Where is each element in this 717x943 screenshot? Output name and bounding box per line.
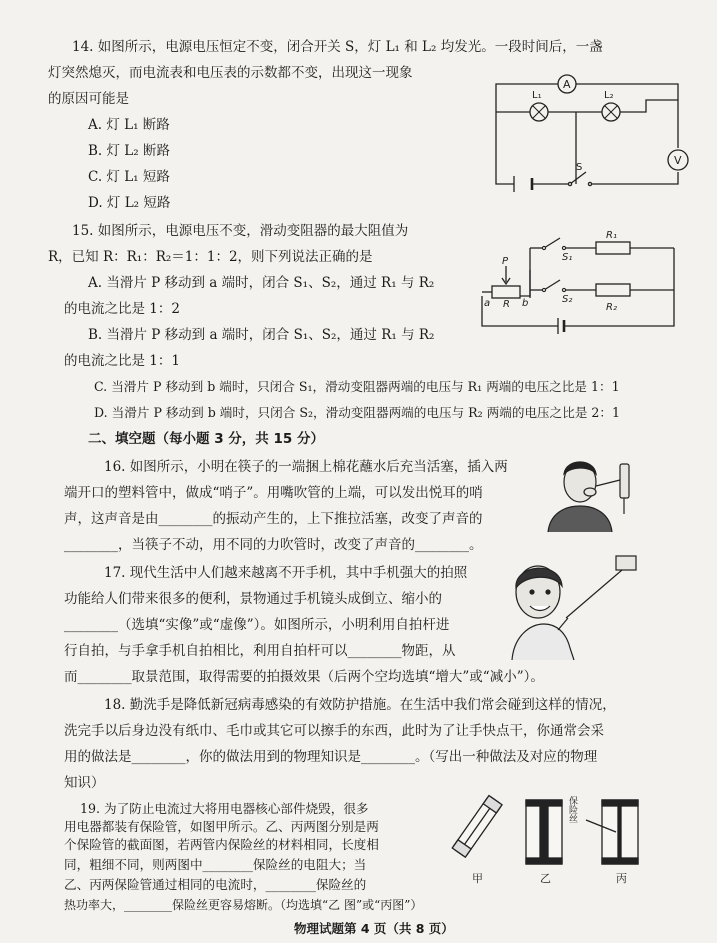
rheostat-label: R [503,299,510,310]
q17-line5: 而________取景范围，取得需要的拍摄效果（后两个空均选填“增大”或“减小”）。 [64,669,544,685]
q14-line2: 灯突然熄灭，而电流表和电压表的示数都不变，出现这一现象 [48,65,413,81]
q17-line2: 功能给人们带来很多的便利，景物通过手机镜头成倒立、缩小的 [64,591,442,607]
q15-option-a-2: 的电流之比是 1：2 [64,301,180,317]
fig-jia-label: 甲 [472,872,483,885]
q17-selfie-stick-illustration [504,552,644,662]
lamp2-label: L₂ [604,90,614,101]
q16-boy-whistle-illustration [540,448,640,534]
q18-line1: 18. 勤洗手是降低新冠病毒感染的有效防护措施。在生活中我们常会碰到这样的情况， [104,697,616,713]
q18-line3: 用的做法是________，你的做法用到的物理知识是________。（写出一种做法及对应的物理 [64,749,598,765]
rheostat-end-a-label: a [484,298,491,309]
q15-option-b-2: 的电流之比是 1：1 [64,353,180,369]
resistor-r2-label: R₂ [606,302,617,313]
q15-option-b-1: B. 当滑片 P 移动到 a 端时，闭合 S₁、S₂，通过 R₁ 与 R₂ [88,327,435,343]
fuse-wire-label: 保险丝 [567,796,577,823]
q14-line3: 的原因可能是 [48,91,129,107]
q19-line2: 用电器都装有保险管，如图甲所示。乙、丙两图分别是两 [64,819,379,834]
resistor-r2-icon [596,284,630,296]
q14-option-d: D. 灯 L₂ 短路 [88,195,171,211]
rheostat-end-b-label: b [522,298,529,309]
q15-circuit-diagram [470,230,684,334]
rheostat-icon [492,286,520,298]
q16-line1: 16. 如图所示，小明在筷子的一端捆上棉花蘸水后充当活塞，插入两 [104,459,508,475]
q14-circuit-diagram [488,72,688,194]
switch-label: S [576,162,583,173]
resistor-r1-icon [596,242,630,254]
q15-option-a-1: A. 当滑片 P 移动到 a 端时，闭合 S₁、S₂，通过 R₁ 与 R₂ [88,275,435,291]
switch-s1-label: S₁ [562,252,573,263]
page-footer: 物理试题第 4 页（共 8 页） [294,921,454,936]
q17-line1: 17. 现代生活中人们越来越离不开手机，其中手机强大的拍照 [104,565,468,581]
fig-bing-label: 丙 [616,872,627,885]
q19-line1: 19. 为了防止电流过大将用电器核心部件烧毁，很多 [80,801,369,816]
q17-line4: 行自拍，与手拿手机自拍相比，利用自拍杆可以________物距，从 [64,643,456,659]
q17-line3: ________（选填“实像”或“虚像”）。如图所示，小明利用自拍杆进 [64,617,450,633]
q18-line2: 洗完手以后身边没有纸巾、毛巾或其它可以擦手的东西，此时为了让手快点干，你通常会采 [64,723,604,739]
q15-option-d: D. 当滑片 P 移动到 b 端时，只闭合 S₂，滑动变阻器两端的电压与 R₂ 两端的电压之比是 2：1 [94,405,621,420]
q19-line4: 同，粗细不同，则两图中________保险丝的电阻大；当 [64,857,367,872]
q16-line2: 端开口的塑料管中，做成“哨子”。用嘴吹管的上端，可以发出悦耳的哨 [64,485,483,501]
q19-line5: 乙、丙两保险管通过相同的电流时，________保险丝的 [64,877,367,892]
fig-yi-label: 乙 [540,872,551,885]
q19-fuse-diagrams [436,780,686,890]
q14-option-a: A. 灯 L₁ 断路 [88,117,170,133]
lamp1-label: L₁ [532,90,542,101]
phone-icon [616,556,636,570]
q16-line3: 声，这声音是由________的振动产生的，上下推拉活塞，改变了声音的 [64,511,483,527]
q15-option-c: C. 当滑片 P 移动到 b 端时，只闭合 S₁，滑动变阻器两端的电压与 R₁ 两端的电压之比是 1：1 [94,379,620,394]
switch-s2-label: S₂ [562,294,573,305]
q15-line2: R，已知 R：R₁：R₂＝1：1：2，则下列说法正确的是 [48,249,373,265]
q15-line1: 15. 如图所示，电源电压不变，滑动变阻器的最大阻值为 [72,223,409,239]
q18-line4: 知识） [64,775,105,791]
q14-option-b: B. 灯 L₂ 断路 [88,143,170,159]
ammeter-label: A [563,78,571,91]
slider-p-label: P [502,256,509,267]
q19-line3: 个保险管的截面图，若两管内保险丝的材料相同，长度相 [64,837,379,852]
section-heading: 二、填空题（每小题 3 分，共 15 分） [88,431,324,447]
voltmeter-label: V [674,154,682,167]
q14-option-c: C. 灯 L₁ 短路 [88,169,170,185]
q14-line1: 14. 如图所示，电源电压恒定不变，闭合开关 S，灯 L₁ 和 L₂ 均发光。一段时间后，一盏 [72,39,603,55]
resistor-r1-label: R₁ [606,230,617,241]
q16-line4: ________，当筷子不动，用不同的力吹管时，改变了声音的________。 [64,537,483,553]
q19-line6: 热功率大，________保险丝更容易熔断。（均选填“乙 图”或“丙图”） [64,898,423,912]
